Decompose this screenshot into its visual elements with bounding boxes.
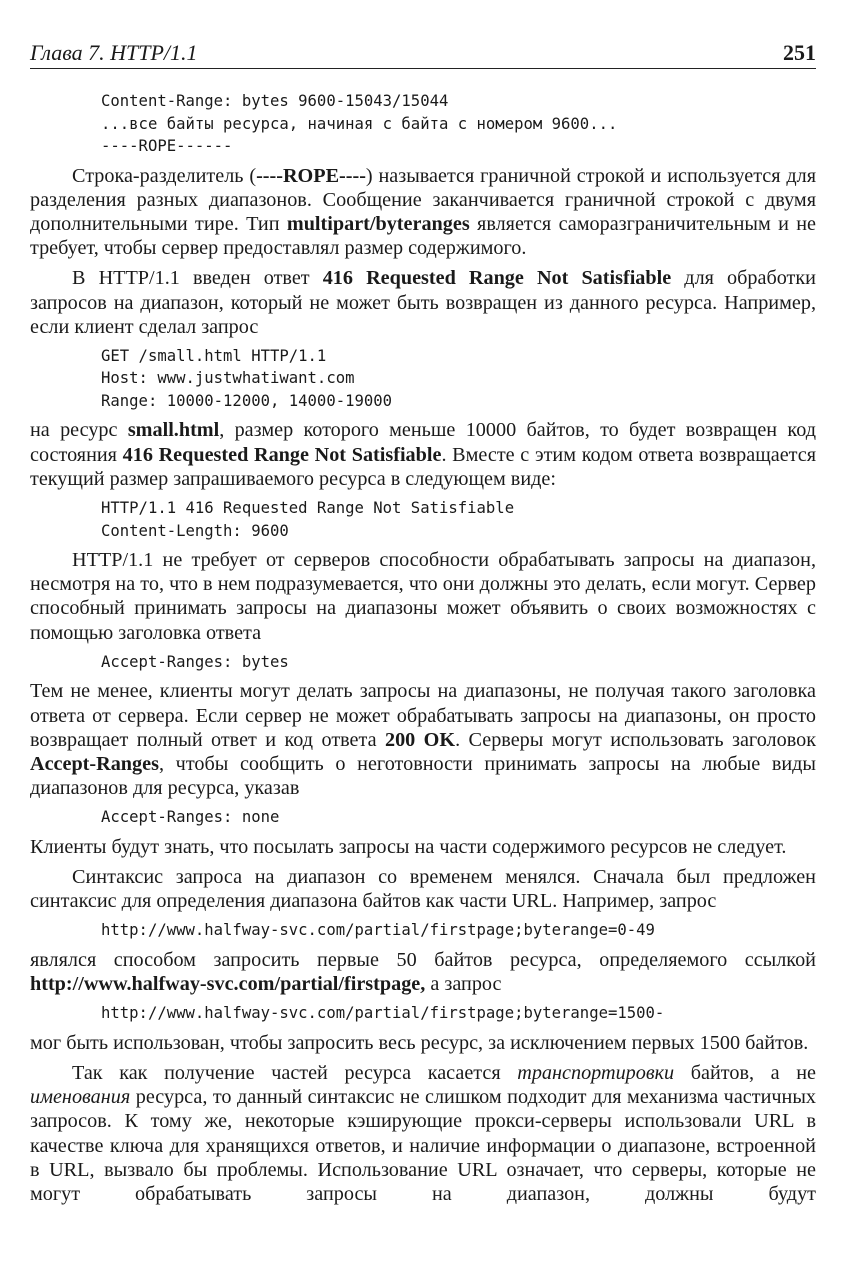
text: на ресурс bbox=[30, 419, 128, 442]
text: Так как получение частей ресурса касается bbox=[72, 1062, 518, 1085]
code-line: Accept-Ranges: none bbox=[101, 808, 280, 827]
code-block-get-request bbox=[101, 345, 816, 413]
text: ресурса, то данный синтаксис не слишком подходит для механизма частичных запросов. К тому же, некоторые кэширующие прокси-серверы использовали URL в качестве ключа для хранящихся ответов, и наличие информации о диапазоне, встроенной в URL, вызвало бы проблемы. Использование URL означает, что серверы, которые не могут обрабатывать запросы на диапазон, должны будут bbox=[30, 1086, 816, 1206]
code-line: Accept-Ranges: bytes bbox=[101, 652, 289, 671]
paragraph-clients-requests bbox=[30, 679, 816, 800]
chapter-title: Глава 7. HTTP/1.1 bbox=[30, 40, 198, 65]
bold-url: http://www.halfway-svc.com/partial/firstpage, bbox=[30, 973, 426, 996]
paragraph-transport-naming bbox=[30, 1061, 816, 1206]
code-block-416-response bbox=[101, 497, 816, 542]
bold-term: small.html bbox=[127, 419, 220, 442]
bold-term: multipart/byteranges bbox=[286, 212, 470, 235]
code-block-url-1500 bbox=[101, 1002, 816, 1025]
italic-term: транспортировки bbox=[517, 1062, 675, 1085]
bold-term: Accept-Ranges bbox=[30, 752, 159, 775]
page-body bbox=[30, 90, 816, 1212]
bold-term: ----ROPE---- bbox=[256, 164, 366, 187]
text: Тем не менее, клиенты могут делать запросы на диапазоны, не получая такого заголовка ответа от сервера. Если сервер не может обрабатывать запросы на диапазоны, он просто возвращает полный ответ и код ответа bbox=[30, 680, 816, 751]
code-line: GET /small.html HTTP/1.1 bbox=[101, 346, 327, 365]
text: . Серверы могут использовать заголовок bbox=[455, 728, 816, 751]
text: являлся способом запросить первые 50 байтов ресурса, определяемого ссылкой bbox=[30, 948, 816, 971]
paragraph-server-ability: HTTP/1.1 не требует от серверов способности обрабатывать запросы на диапазон, несмотря на то, что в нем подразумевается, что они должны это делать, если могут. Сервер способный принимать запросы на диапазоны может объявить о своих возможностях с помощью заголовка ответа bbox=[30, 549, 816, 644]
paragraph-first-50-bytes bbox=[30, 948, 816, 996]
code-line: Content-Range: bytes 9600-15043/15044 bbox=[101, 92, 449, 110]
bold-term: 416 Requested Range Not Satisfiable bbox=[322, 267, 672, 290]
code-line: Range: 10000-12000, 14000-19000 bbox=[101, 391, 393, 410]
page-number: 251 bbox=[783, 40, 816, 65]
paragraph-clients-know: Клиенты будут знать, что посылать запросы на части содержимого ресурсов не следует. bbox=[30, 835, 787, 858]
text: Строка-разделитель ( bbox=[72, 164, 257, 187]
code-block-url-0-49 bbox=[101, 919, 816, 942]
text: для обработки запросов на диапазон, который не может быть возвращен из данного ресурса. Например, если клиент сделал запрос bbox=[30, 267, 816, 338]
code-line: http://www.halfway-svc.com/partial/firstpage;byterange=0-49 bbox=[101, 921, 655, 940]
code-line: http://www.halfway-svc.com/partial/firstpage;byterange=1500- bbox=[101, 1004, 665, 1023]
text: является саморазграничительным и не требует, чтобы сервер предоставлял размер содержимого. bbox=[30, 212, 816, 260]
code-line: Content-Length: 9600 bbox=[101, 521, 289, 540]
text: , размер которого меньше 10000 байтов, то будет возвращен код состояния bbox=[30, 419, 816, 466]
code-block-accept-bytes bbox=[101, 651, 816, 674]
paragraph-syntax-history: Синтаксис запроса на диапазон со временем менялся. Сначала был предложен синтаксис для определения диапазона байтов как части URL. Например, запрос bbox=[30, 866, 816, 913]
text: байтов, а не bbox=[674, 1062, 816, 1085]
text: . Вместе с этим кодом ответа возвращается текущий размер запрашиваемого ресурса в следующем виде: bbox=[30, 443, 816, 490]
bold-term: 416 Requested Range Not Satisfiable bbox=[122, 443, 442, 466]
text: В HTTP/1.1 введен ответ bbox=[72, 267, 323, 290]
text: , чтобы сообщить о неготовности принимать запросы на любые виды диапазонов для ресурса, указав bbox=[30, 752, 816, 800]
code-line: ----ROPE------ bbox=[101, 137, 233, 155]
italic-term: именования bbox=[30, 1086, 131, 1109]
code-block-accept-none bbox=[101, 806, 816, 829]
text: а запрос bbox=[425, 973, 502, 996]
code-line: ...все байты ресурса, начиная с байта с номером 9600... bbox=[101, 114, 618, 133]
code-line: Host: www.justwhatiwant.com bbox=[101, 369, 355, 388]
bold-term: 200 OK bbox=[384, 728, 456, 751]
paragraph-except-1500: мог быть использован, чтобы запросить весь ресурс, за исключением первых 1500 байтов. bbox=[30, 1031, 809, 1054]
code-block-content-range bbox=[101, 90, 816, 158]
paragraph-boundary-string bbox=[30, 164, 816, 261]
code-line: HTTP/1.1 416 Requested Range Not Satisfiable bbox=[101, 499, 515, 518]
paragraph-small-html bbox=[30, 418, 816, 491]
text: ) называется граничной строкой и используется для разделения разных диапазонов. Сообщение заканчивается граничной строкой с двумя дополнительными тире. Тип bbox=[30, 164, 817, 235]
running-header bbox=[30, 36, 816, 69]
paragraph-416-intro bbox=[30, 266, 816, 339]
